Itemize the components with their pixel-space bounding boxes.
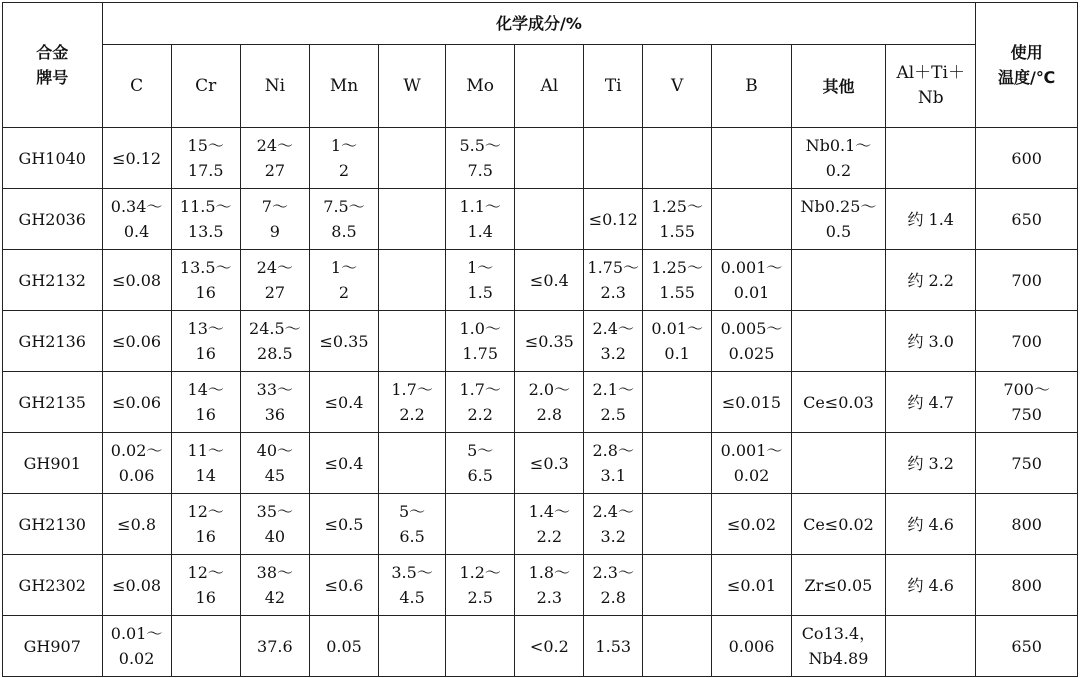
w-cell bbox=[379, 189, 446, 250]
c-cell: 0.02～ 0.06 bbox=[102, 433, 171, 494]
w-cell bbox=[379, 433, 446, 494]
element-header-b: B bbox=[712, 45, 792, 128]
mo-cell: 1.2～ 2.5 bbox=[446, 555, 515, 616]
al-ti-nb-cell bbox=[886, 616, 976, 677]
b-cell: ≤0.015 bbox=[712, 372, 792, 433]
element-header-w: W bbox=[379, 45, 446, 128]
other-cell: Nb0.1～ 0.2 bbox=[791, 128, 885, 189]
v-cell bbox=[643, 555, 712, 616]
temperature-cell: 600 bbox=[976, 128, 1078, 189]
c-cell: 0.34～ 0.4 bbox=[102, 189, 171, 250]
table-row bbox=[3, 189, 1078, 250]
element-header-al: Al bbox=[515, 45, 584, 128]
al-ti-nb-cell: 约 2.2 bbox=[886, 250, 976, 311]
b-cell: 0.006 bbox=[712, 616, 792, 677]
other-cell: Zr≤0.05 bbox=[791, 555, 885, 616]
temperature-cell: 800 bbox=[976, 494, 1078, 555]
mn-cell: ≤0.4 bbox=[309, 372, 378, 433]
ni-cell: 38～ 42 bbox=[240, 555, 309, 616]
ti-cell: ≤0.12 bbox=[584, 189, 643, 250]
v-cell: 1.25～ 1.55 bbox=[643, 250, 712, 311]
ni-cell: 40～ 45 bbox=[240, 433, 309, 494]
grade-header: 合金 牌号 bbox=[3, 3, 103, 128]
table-body bbox=[3, 128, 1078, 677]
alloy-grade-cell: GH2302 bbox=[3, 555, 103, 616]
al-ti-nb-cell: 约 3.0 bbox=[886, 311, 976, 372]
ti-cell: 1.75～ 2.3 bbox=[584, 250, 643, 311]
cr-cell: 14～ 16 bbox=[171, 372, 240, 433]
mo-cell bbox=[446, 616, 515, 677]
temperature-cell: 700～ 750 bbox=[976, 372, 1078, 433]
other-cell: Co13.4， Nb4.89 bbox=[791, 616, 885, 677]
mo-cell: 1.0～ 1.75 bbox=[446, 311, 515, 372]
v-cell: 1.25～ 1.55 bbox=[643, 189, 712, 250]
header-row-top bbox=[3, 3, 1078, 45]
c-cell: ≤0.8 bbox=[102, 494, 171, 555]
cr-cell bbox=[171, 616, 240, 677]
mn-cell: ≤0.35 bbox=[309, 311, 378, 372]
c-cell: ≤0.06 bbox=[102, 311, 171, 372]
other-cell: Nb0.25～ 0.5 bbox=[791, 189, 885, 250]
other-cell bbox=[791, 433, 885, 494]
al-ti-nb-cell: 约 1.4 bbox=[886, 189, 976, 250]
temperature-cell: 700 bbox=[976, 311, 1078, 372]
mo-cell: 5～ 6.5 bbox=[446, 433, 515, 494]
mn-cell: 0.05 bbox=[309, 616, 378, 677]
composition-header: 化学成分/% bbox=[102, 3, 976, 45]
alloy-grade-cell: GH2136 bbox=[3, 311, 103, 372]
element-header-mn: Mn bbox=[309, 45, 378, 128]
alloy-grade-cell: GH1040 bbox=[3, 128, 103, 189]
b-cell bbox=[712, 128, 792, 189]
cr-cell: 11～ 14 bbox=[171, 433, 240, 494]
w-cell: 1.7～ 2.2 bbox=[379, 372, 446, 433]
al-cell bbox=[515, 189, 584, 250]
mo-cell: 1.1～ 1.4 bbox=[446, 189, 515, 250]
table-row bbox=[3, 616, 1078, 677]
al-cell: 2.0～ 2.8 bbox=[515, 372, 584, 433]
element-header-c: C bbox=[102, 45, 171, 128]
table-row bbox=[3, 555, 1078, 616]
ni-cell: 33～ 36 bbox=[240, 372, 309, 433]
ni-cell: 24～ 27 bbox=[240, 128, 309, 189]
al-ti-nb-cell: 约 3.2 bbox=[886, 433, 976, 494]
ti-cell: 2.4～ 3.2 bbox=[584, 494, 643, 555]
al-cell bbox=[515, 128, 584, 189]
b-cell bbox=[712, 189, 792, 250]
mn-cell: ≤0.4 bbox=[309, 433, 378, 494]
v-cell bbox=[643, 494, 712, 555]
mn-cell: ≤0.6 bbox=[309, 555, 378, 616]
al-cell: ≤0.35 bbox=[515, 311, 584, 372]
v-cell: 0.01～ 0.1 bbox=[643, 311, 712, 372]
al-cell: <0.2 bbox=[515, 616, 584, 677]
ni-cell: 35～ 40 bbox=[240, 494, 309, 555]
b-cell: ≤0.01 bbox=[712, 555, 792, 616]
v-cell bbox=[643, 372, 712, 433]
w-cell: 5～ 6.5 bbox=[379, 494, 446, 555]
element-header-v: V bbox=[643, 45, 712, 128]
alloy-grade-cell: GH2132 bbox=[3, 250, 103, 311]
ni-cell: 24～ 27 bbox=[240, 250, 309, 311]
al-cell: ≤0.3 bbox=[515, 433, 584, 494]
v-cell bbox=[643, 128, 712, 189]
temperature-cell: 650 bbox=[976, 616, 1078, 677]
mn-cell: ≤0.5 bbox=[309, 494, 378, 555]
table-row bbox=[3, 250, 1078, 311]
b-cell: 0.001～ 0.01 bbox=[712, 250, 792, 311]
ti-cell bbox=[584, 128, 643, 189]
ni-cell: 37.6 bbox=[240, 616, 309, 677]
mo-cell bbox=[446, 494, 515, 555]
temperature-cell: 650 bbox=[976, 189, 1078, 250]
c-cell: ≤0.08 bbox=[102, 555, 171, 616]
al-ti-nb-cell: 约 4.6 bbox=[886, 555, 976, 616]
mn-cell: 1～ 2 bbox=[309, 128, 378, 189]
element-header-other: 其他 bbox=[791, 45, 885, 128]
ni-cell: 24.5～ 28.5 bbox=[240, 311, 309, 372]
table-row bbox=[3, 494, 1078, 555]
al-cell: 1.8～ 2.3 bbox=[515, 555, 584, 616]
mo-cell: 1～ 1.5 bbox=[446, 250, 515, 311]
temperature-cell: 700 bbox=[976, 250, 1078, 311]
w-cell bbox=[379, 311, 446, 372]
al-cell: ≤0.4 bbox=[515, 250, 584, 311]
temperature-cell: 800 bbox=[976, 555, 1078, 616]
al-ti-nb-cell bbox=[886, 128, 976, 189]
al-cell: 1.4～ 2.2 bbox=[515, 494, 584, 555]
header-row-elements bbox=[3, 45, 1078, 128]
cr-cell: 13.5～ 16 bbox=[171, 250, 240, 311]
table-row bbox=[3, 128, 1078, 189]
c-cell: 0.01～ 0.02 bbox=[102, 616, 171, 677]
cr-cell: 11.5～ 13.5 bbox=[171, 189, 240, 250]
other-cell bbox=[791, 311, 885, 372]
other-cell: Ce≤0.03 bbox=[791, 372, 885, 433]
alloy-grade-cell: GH901 bbox=[3, 433, 103, 494]
al-ti-nb-header: Al＋Ti＋ Nb bbox=[886, 45, 976, 128]
b-cell: 0.001～ 0.02 bbox=[712, 433, 792, 494]
b-cell: 0.005～ 0.025 bbox=[712, 311, 792, 372]
element-header-ni: Ni bbox=[240, 45, 309, 128]
table-row bbox=[3, 372, 1078, 433]
alloy-grade-cell: GH907 bbox=[3, 616, 103, 677]
ni-cell: 7～ 9 bbox=[240, 189, 309, 250]
temperature-cell: 750 bbox=[976, 433, 1078, 494]
ti-cell: 2.1～ 2.5 bbox=[584, 372, 643, 433]
mn-cell: 1～ 2 bbox=[309, 250, 378, 311]
element-header-ti: Ti bbox=[584, 45, 643, 128]
cr-cell: 12～ 16 bbox=[171, 555, 240, 616]
cr-cell: 15～ 17.5 bbox=[171, 128, 240, 189]
al-ti-nb-cell: 约 4.7 bbox=[886, 372, 976, 433]
mo-cell: 1.7～ 2.2 bbox=[446, 372, 515, 433]
v-cell bbox=[643, 616, 712, 677]
alloy-composition-table bbox=[2, 2, 1078, 677]
v-cell bbox=[643, 433, 712, 494]
element-header-mo: Mo bbox=[446, 45, 515, 128]
w-cell bbox=[379, 250, 446, 311]
al-ti-nb-cell: 约 4.6 bbox=[886, 494, 976, 555]
table-row bbox=[3, 311, 1078, 372]
other-cell: Ce≤0.02 bbox=[791, 494, 885, 555]
mn-cell: 7.5～ 8.5 bbox=[309, 189, 378, 250]
alloy-grade-cell: GH2036 bbox=[3, 189, 103, 250]
w-cell bbox=[379, 616, 446, 677]
ti-cell: 2.4～ 3.2 bbox=[584, 311, 643, 372]
w-cell: 3.5～ 4.5 bbox=[379, 555, 446, 616]
ti-cell: 2.8～ 3.1 bbox=[584, 433, 643, 494]
cr-cell: 12～ 16 bbox=[171, 494, 240, 555]
alloy-grade-cell: GH2135 bbox=[3, 372, 103, 433]
mo-cell: 5.5～ 7.5 bbox=[446, 128, 515, 189]
b-cell: ≤0.02 bbox=[712, 494, 792, 555]
ti-cell: 2.3～ 2.8 bbox=[584, 555, 643, 616]
other-cell bbox=[791, 250, 885, 311]
element-header-cr: Cr bbox=[171, 45, 240, 128]
c-cell: ≤0.06 bbox=[102, 372, 171, 433]
cr-cell: 13～ 16 bbox=[171, 311, 240, 372]
ti-cell: 1.53 bbox=[584, 616, 643, 677]
c-cell: ≤0.08 bbox=[102, 250, 171, 311]
alloy-grade-cell: GH2130 bbox=[3, 494, 103, 555]
c-cell: ≤0.12 bbox=[102, 128, 171, 189]
temperature-header: 使用 温度/℃ bbox=[976, 3, 1078, 128]
w-cell bbox=[379, 128, 446, 189]
table-row bbox=[3, 433, 1078, 494]
